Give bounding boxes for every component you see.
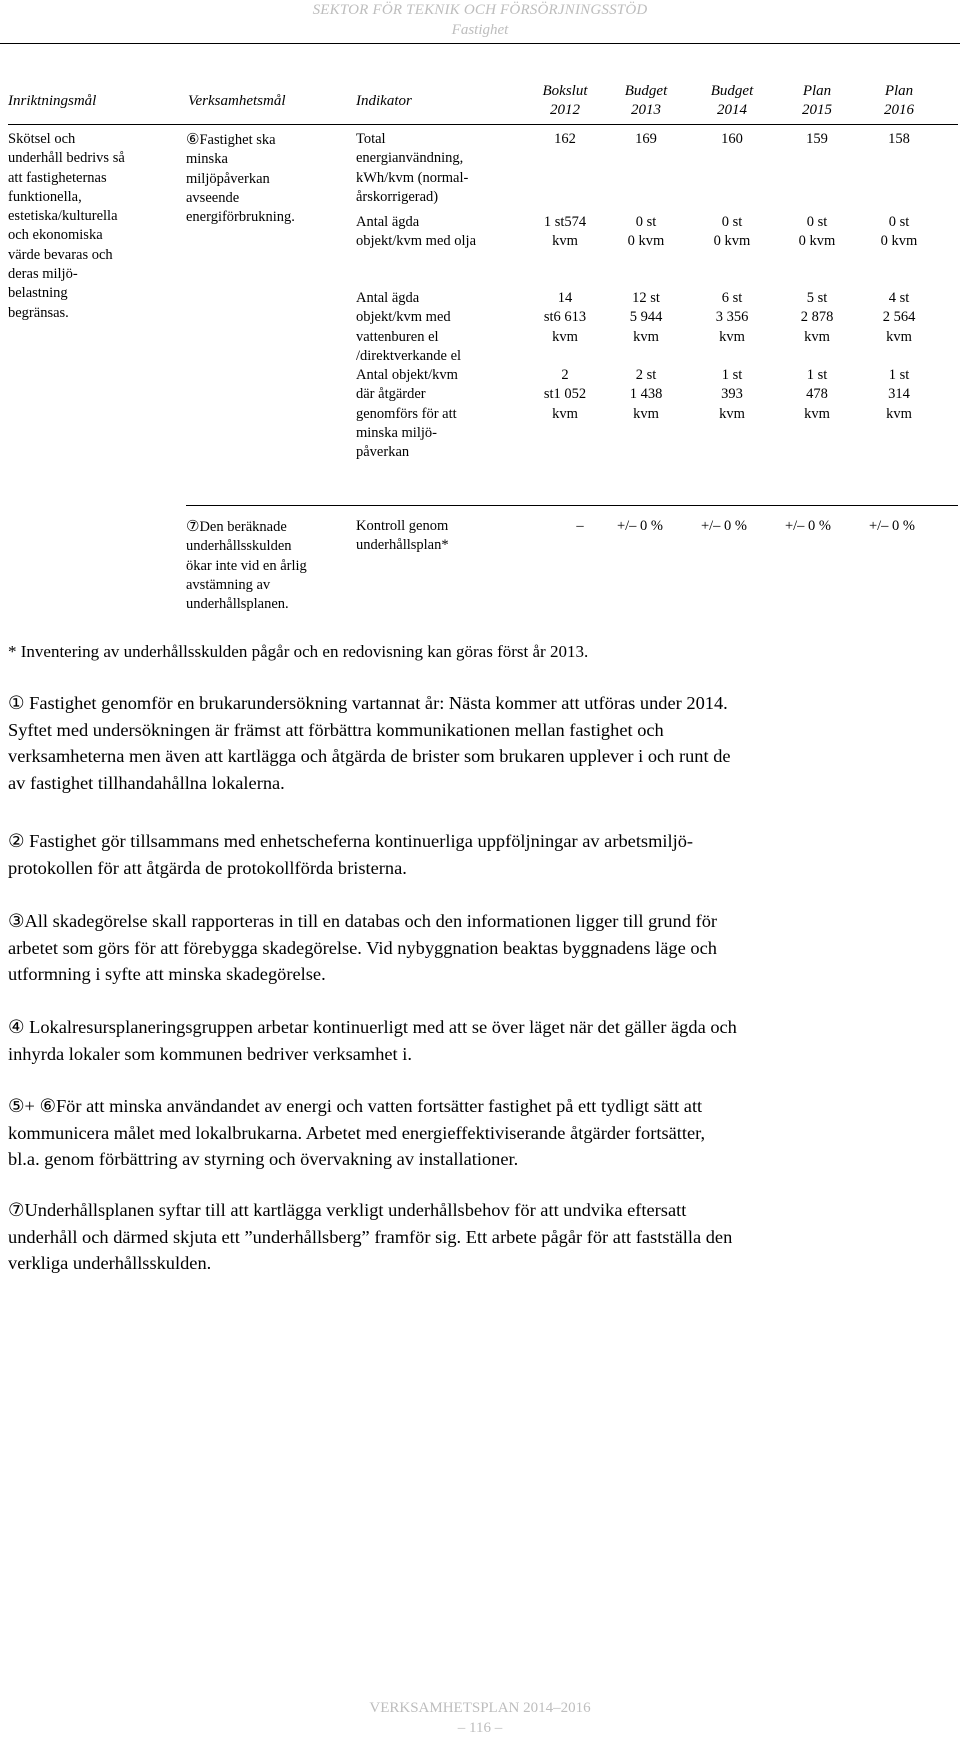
indicator-electric: Antal ägda objekt/kvm med vattenburen el /direktverkande el <box>356 290 462 364</box>
paragraph-3: ③All skadegörelse skall rapporteras in till en databas och den informationen ligger till grund för arbetet som görs för att förebygga skadegörelse. Vid nybyggnation beaktas byggnadens läge och utformning i syfte att minska skadegörelse. <box>8 911 718 984</box>
section-rule <box>186 505 958 506</box>
marker-4-icon: ④ <box>8 1017 25 1037</box>
activity-goal-7: ⑦Den beräknade underhållsskulden ökar inte vid en årlig avstämning av underhållsplanen. <box>186 517 307 613</box>
value-2013: 169 <box>635 131 657 147</box>
value-2016: 1 st 314 kvm <box>886 367 912 422</box>
value-2015: 5 st 2 878 kvm <box>800 290 834 345</box>
value-2012: 162 <box>554 131 576 147</box>
marker-2-icon: ② <box>8 831 25 851</box>
goal-text: Skötsel och underhåll bedrivs så att fastigheternas funktionella, estetiska/kulturella och ekonomiska värde bevaras och deras miljö- belastning begränsas. <box>8 131 125 321</box>
table-header-rule <box>8 124 958 125</box>
th-2013: Budget 2013 <box>624 83 668 118</box>
marker-3-icon: ③ <box>8 911 25 931</box>
page-number: – 116 – <box>457 1720 503 1736</box>
marker-7-icon: ⑦ <box>186 517 200 535</box>
value-2014: +/– 0 % <box>700 518 748 534</box>
indicator-measures: Antal objekt/kvm där åtgärder genomförs för att minska miljö- påverkan <box>356 367 458 461</box>
value-2014: 0 st 0 kvm <box>713 214 751 250</box>
value-2012: 14 st6 613 kvm <box>543 290 587 345</box>
value-2012: – <box>576 518 584 534</box>
marker-7-icon: ⑦ <box>8 1200 25 1220</box>
marker-5-6-icon: ⑤+ ⑥ <box>8 1096 56 1116</box>
value-2013: 2 st 1 438 kvm <box>629 367 663 422</box>
th-activity-goal: Verksamhetsmål <box>188 93 286 109</box>
organisation-name: SEKTOR FÖR TEKNIK OCH FÖRSÖRJNINGSSTÖD <box>312 2 648 18</box>
paragraph-2: ② Fastighet gör tillsammans med enhetscheferna kontinuerliga uppföljningar av arbetsmiljö- protokollen för att åtgärda de protokollförda bristerna. <box>8 831 694 878</box>
value-2016: 0 st 0 kvm <box>880 214 918 250</box>
value-2013: 12 st 5 944 kvm <box>629 290 663 345</box>
table-footnote: * Inventering av underhållsskulden pågår och en redovisning kan göras först år 2013. <box>8 642 589 661</box>
paragraph-7: ⑦Underhållsplanen syftar till att kartlägga verkligt underhållsbehov för att undvika eftersatt underhåll och därmed skjuta ett ”underhållsberg” framför sig. Ett arbete pågår för att fastställa den verkliga underhållsskulden. <box>8 1200 733 1273</box>
value-2015: 1 st 478 kvm <box>804 367 830 422</box>
value-2013: 0 st 0 kvm <box>627 214 665 250</box>
footer-title: VERKSAMHETSPLAN 2014–2016 <box>369 1700 591 1716</box>
value-2016: 4 st 2 564 kvm <box>882 290 916 345</box>
value-2016: 158 <box>888 131 910 147</box>
indicator-maintenance: Kontroll genom underhållsplan* <box>356 518 449 554</box>
value-2015: 159 <box>806 131 828 147</box>
department-name: Fastighet <box>451 22 509 38</box>
paragraph-4: ④ Lokalresursplaneringsgruppen arbetar kontinuerligt med att se över läget när det gäller ägda och inhyrda lokaler som kommunen bedriver verksamhet i. <box>8 1017 737 1064</box>
value-2014: 1 st 393 kvm <box>719 367 745 422</box>
th-goal: Inriktningsmål <box>8 93 97 109</box>
activity-goal-6: ⑥Fastighet ska minska miljöpåverkan avseende energiförbrukning. <box>186 130 295 226</box>
paragraph-1: ① Fastighet genomför en brukarundersökning vartannat år: Nästa kommer att utföras under 2014. Syftet med undersökningen är främst att förbättra kommunikationen mellan fastighet och verksamheterna men även att kartlägga och åtgärda de brister som brukaren upplever i och runt de av fastighet tillhandahållna lokalerna. <box>8 693 731 793</box>
indicator-oil: Antal ägda objekt/kvm med olja <box>356 214 477 250</box>
th-2016: Plan 2016 <box>884 83 914 118</box>
value-2012: 2 st1 052 kvm <box>543 367 587 422</box>
indicator-energy: Total energianvändning, kWh/kvm (normal- årskorrigerad) <box>356 131 469 205</box>
paragraph-5: ⑤+ ⑥För att minska användandet av energi och vatten fortsätter fastighet på ett tydligt sätt att kommunicera målet med lokalbrukarna. Arbetet med energieffektiviserande åtgärder fortsätter, bl.a. genom förbättring av styrning och övervakning av installationer. <box>8 1096 706 1169</box>
value-2014: 6 st 3 356 kvm <box>715 290 749 345</box>
marker-1-icon: ① <box>8 693 25 713</box>
value-2013: +/– 0 % <box>616 518 664 534</box>
value-2015: 0 st 0 kvm <box>798 214 836 250</box>
header-divider <box>0 43 960 44</box>
value-2016: +/– 0 % <box>868 518 916 534</box>
th-2012: Bokslut 2012 <box>542 83 588 118</box>
th-2015: Plan 2015 <box>802 83 832 118</box>
th-indicator: Indikator <box>356 93 412 109</box>
value-2015: +/– 0 % <box>784 518 832 534</box>
value-2012: 1 st574 kvm <box>543 214 587 250</box>
value-2014: 160 <box>721 131 743 147</box>
th-2014: Budget 2014 <box>710 83 754 118</box>
marker-6-icon: ⑥ <box>186 130 200 148</box>
